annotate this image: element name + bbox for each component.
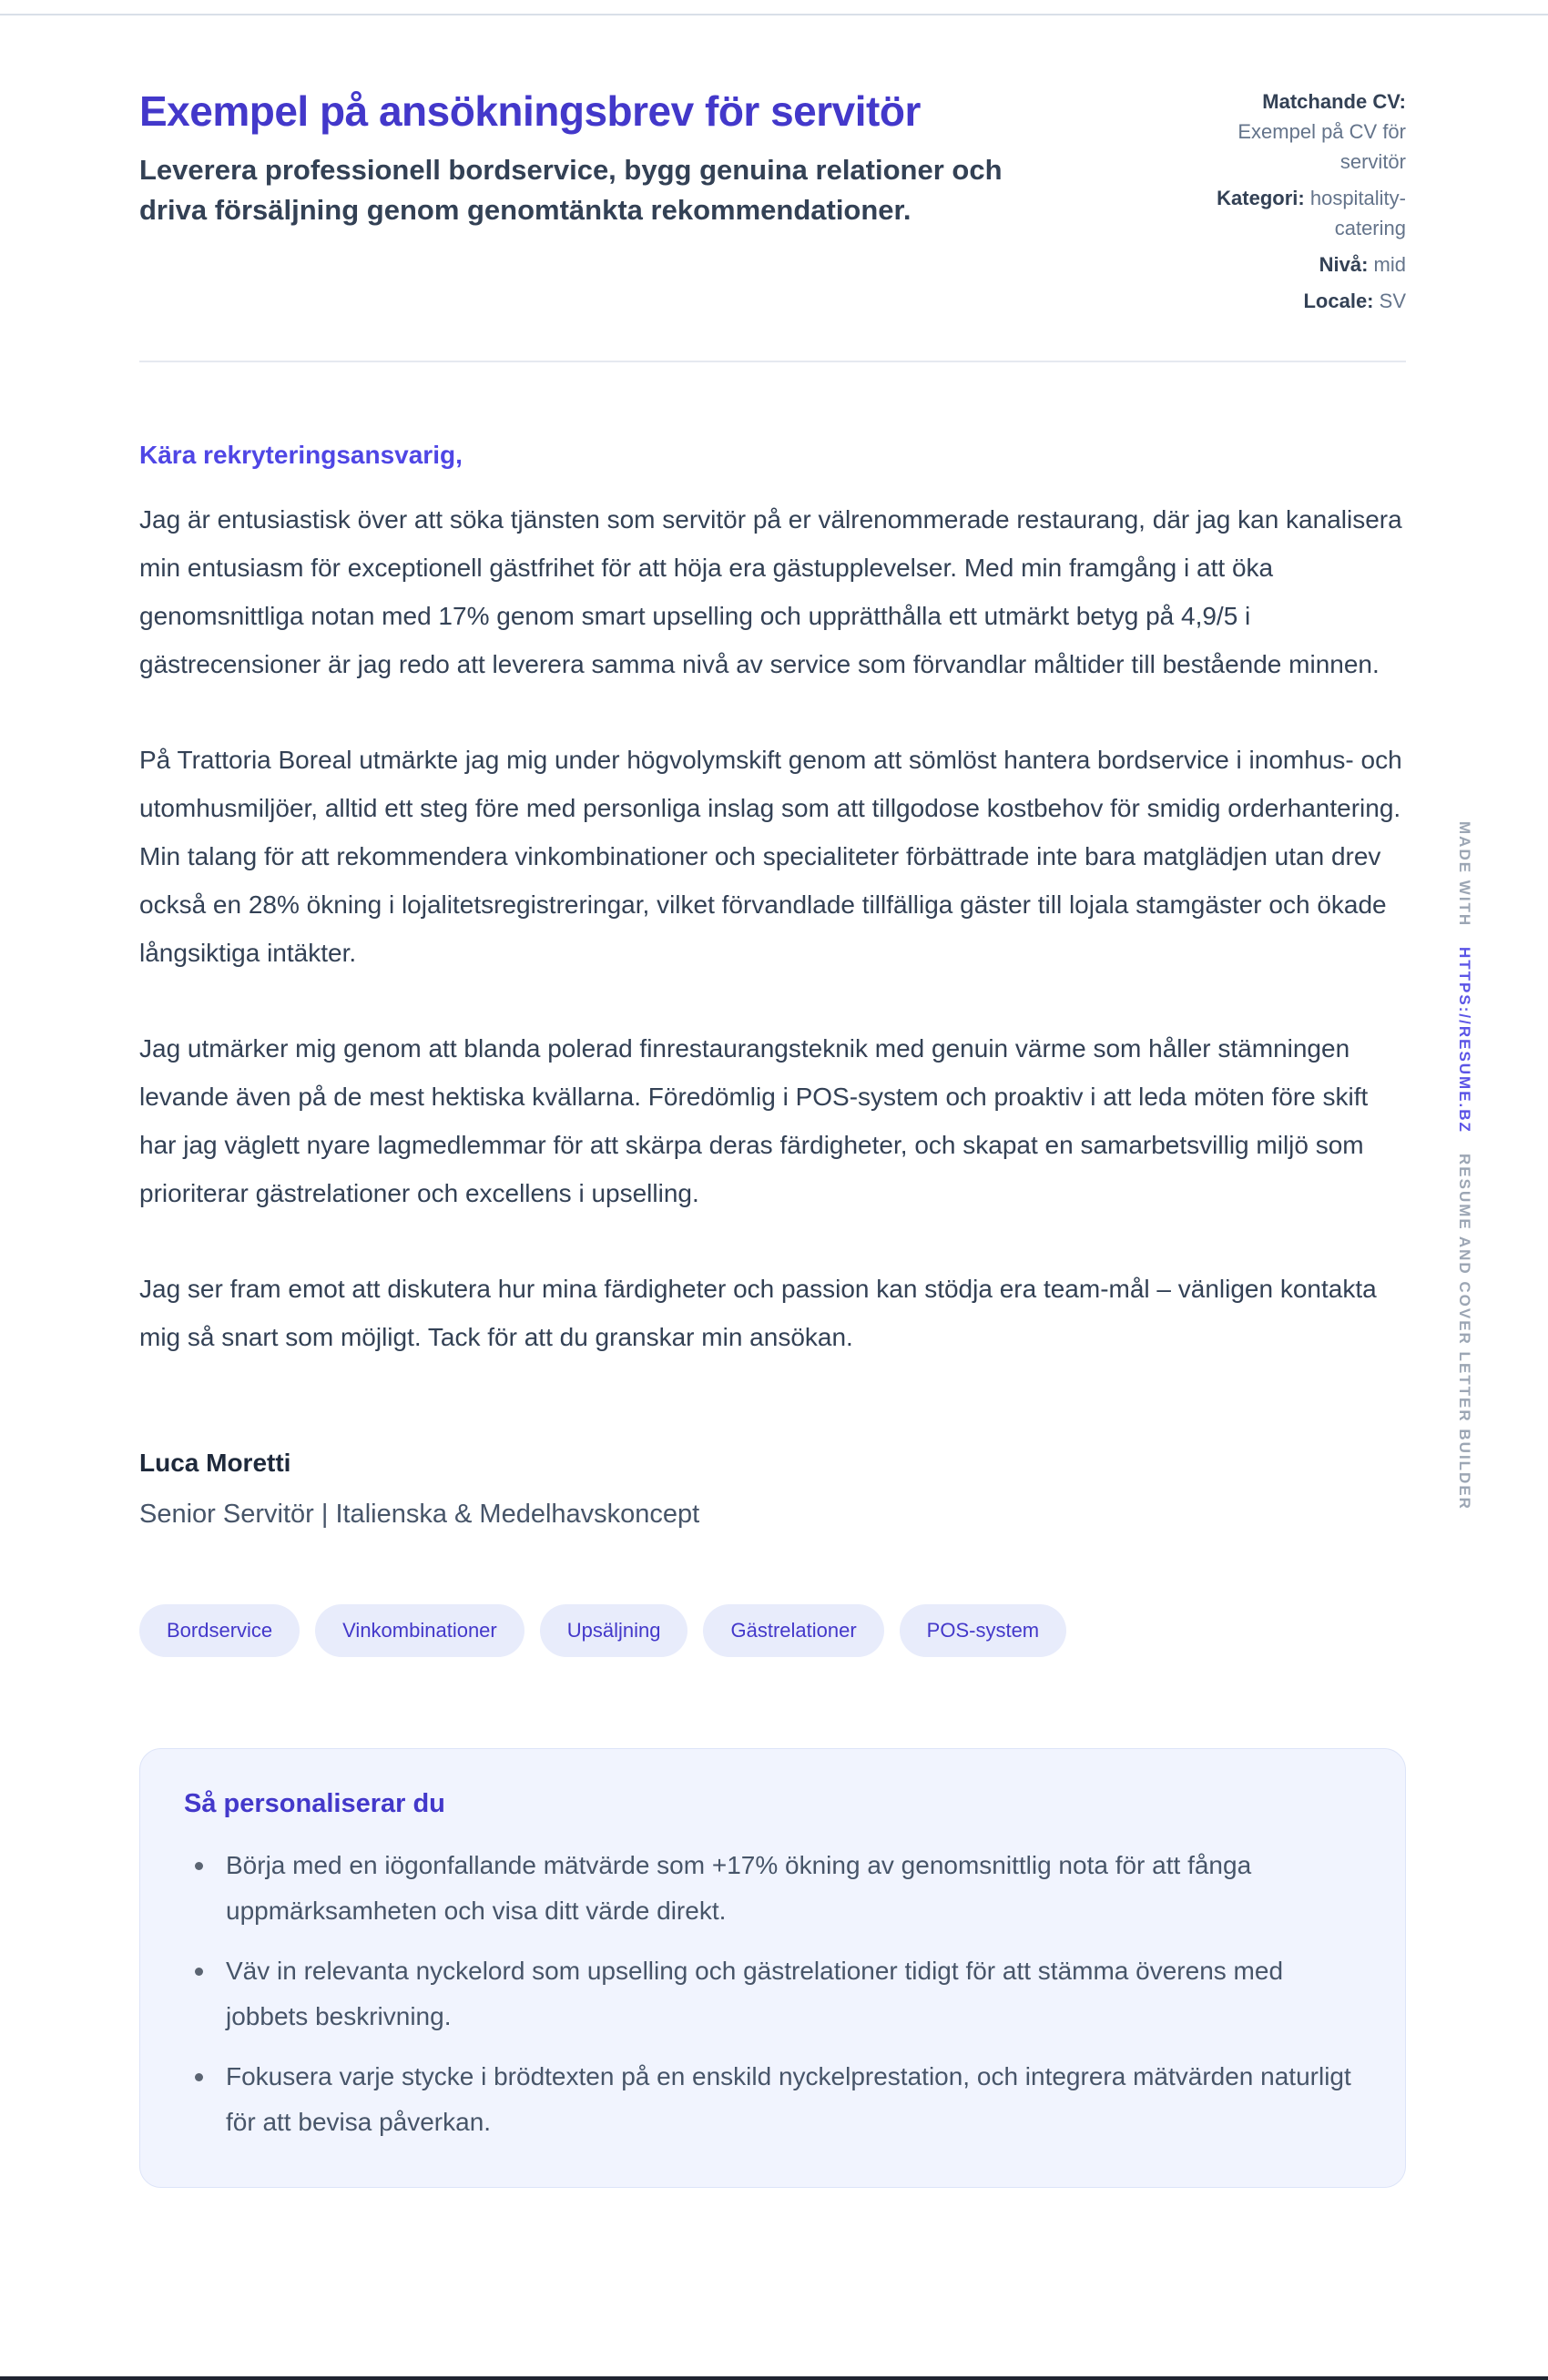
cover-letter-body	[139, 441, 1406, 1530]
signature-name: Luca Moretti	[139, 1449, 291, 1477]
tips-title: Så personaliserar du	[184, 1789, 445, 1818]
watermark-made-with-label: MADE WITH	[1456, 821, 1473, 928]
page-title: Exempel på ansökningsbrev för servitör	[139, 87, 921, 135]
level-label: Nivå:	[1319, 253, 1369, 276]
letter-paragraph-1: Jag är entusiastisk över att söka tjänsten som servitör på er välrenommerade restaurang, där jag kan kanalisera min entusiasm för exceptionell gästfrihet för att höja era gästupplevelser. Med min framgång i att öka genomsnittliga notan med 17% genom smart upselling och upprätthålla ett utmärkt betyg på 4,9/5 i gästrecensioner är jag redo att leverera samma nivå av service som förvandlar måltider till bestående minnen.	[139, 505, 1402, 678]
salutation: Kära rekryteringsansvarig,	[139, 441, 463, 469]
matching-cv-label: Matchande CV:	[1262, 90, 1406, 113]
watermark-builder-label: RESUME AND COVER LETTER BUILDER	[1456, 1154, 1473, 1511]
letter-paragraph-4: Jag ser fram emot att diskutera hur mina färdigheter och passion kan stödja era team-mål – vänligen kontakta mig så snart som möjligt. Tack för att du granskar min ansökan.	[139, 1275, 1377, 1351]
skill-tag-list	[139, 1604, 1406, 1657]
meta-level	[1173, 249, 1406, 280]
letter-paragraph-3: Jag utmärker mig genom att blanda polerad finrestaurangsteknik med genuin värme som håller stämningen levande även på de mest hektiska kvällarna. Föredömlig i POS-system och proaktiv i att leda möten före skift har jag väglett nyare lagmedlemmar för att skärpa deras färdigheter, och skapat en samarbetsvillig miljö som prioriterar gästrelationer och excellens i upselling.	[139, 1034, 1369, 1207]
locale-label: Locale:	[1303, 290, 1374, 312]
header-text-block	[139, 86, 1105, 230]
locale-value: SV	[1379, 290, 1406, 312]
tag-upsaljning: Upsäljning	[540, 1604, 688, 1657]
category-value: hospitality-catering	[1309, 187, 1406, 239]
tag-vinkombinationer: Vinkombinationer	[315, 1604, 524, 1657]
page-subtitle: Leverera professionell bordservice, bygg genuina relationer och driva försäljning genom genomtänkta rekommendationer.	[139, 154, 1003, 227]
meta-category	[1173, 183, 1406, 243]
tip-item-3: Fokusera varje stycke i brödtexten på en enskild nyckelprestation, och integrera mätvärden naturligt för att bevisa påverkan.	[184, 2054, 1361, 2145]
header-divider	[139, 361, 1406, 362]
category-label: Kategori:	[1217, 187, 1305, 209]
tag-gastrelationer: Gästrelationer	[703, 1604, 883, 1657]
meta-locale	[1173, 286, 1406, 316]
bottom-divider	[0, 2376, 1548, 2380]
top-divider	[0, 14, 1548, 15]
meta-matching-cv	[1173, 86, 1406, 177]
letter-paragraph-2: På Trattoria Boreal utmärkte jag mig under högvolymskift genom att sömlöst hantera bordservice i inomhus- och utomhusmiljöer, alltid ett steg före med personliga inslag som att tillgodose kostbehov för smidig orderhantering. Min talang för att rekommendera vinkombinationer och specialiteter förbättrade inte bara matglädjen utan drev också en 28% ökning i lojalitetsregistreringar, vilket förvandlade tillfälliga gäster till lojala stamgäster och ökade långsiktiga intäkter.	[139, 746, 1402, 967]
page-header	[139, 86, 1406, 322]
meta-panel	[1173, 86, 1406, 322]
tip-item-2: Väv in relevanta nyckelord som upselling och gästrelationer tidigt för att stämma överens med jobbets beskrivning.	[184, 1948, 1361, 2039]
watermark-url-link[interactable]: HTTPS://RESUME.BZ	[1456, 947, 1473, 1134]
signature-role: Senior Servitör | Italienska & Medelhavskoncept	[139, 1500, 700, 1529]
tag-pos-system: POS-system	[900, 1604, 1066, 1657]
level-value: mid	[1373, 253, 1406, 276]
made-with-watermark	[1455, 821, 1473, 1510]
tip-item-1: Börja med en iögonfallande mätvärde som +17% ökning av genomsnittlig nota för att fånga uppmärksamheten och visa ditt värde direkt.	[184, 1843, 1361, 1934]
tag-bordservice: Bordservice	[139, 1604, 300, 1657]
matching-cv-link[interactable]: Exempel på CV för servitör	[1237, 120, 1406, 173]
personalization-tips-card	[139, 1748, 1406, 2188]
tips-list	[184, 1843, 1361, 2145]
